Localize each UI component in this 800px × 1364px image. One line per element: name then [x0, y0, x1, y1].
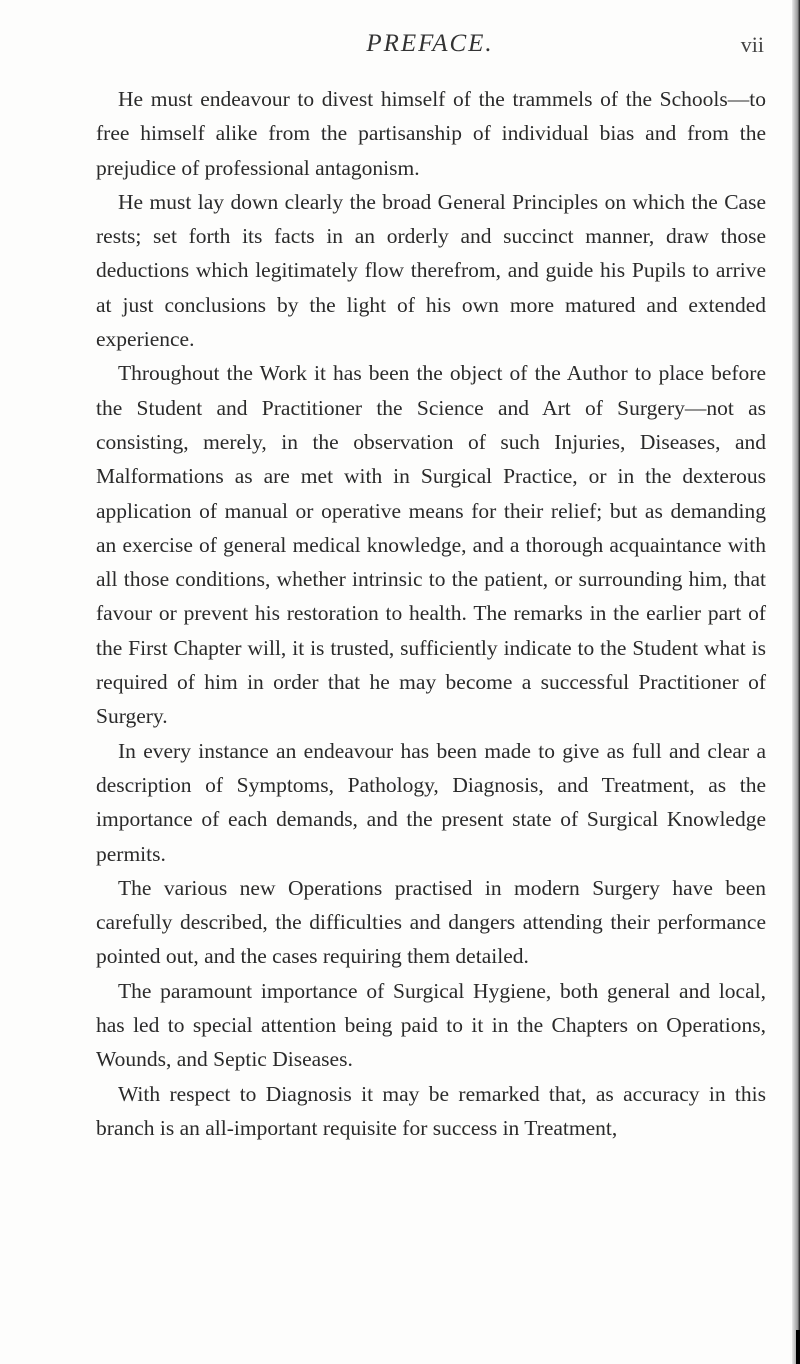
paragraph: In every instance an endeavour has been made to give as full and clear a description of Symptoms, Pathology, Diagnosis, and Treatment, as the importance of each demands, and the present state of Surgical Knowledge permits. — [96, 738, 766, 866]
paragraph: The various new Operations practised in modern Surgery have been carefully described, the difficulties and dangers attending their performance pointed out, and the cases requiring them detailed. — [96, 875, 766, 969]
running-head — [96, 30, 764, 70]
paragraph: Throughout the Work it has been the object of the Author to place before the Student and Practitioner the Science and Art of Surgery—not as consisting, merely, in the observation of such Injuries, Diseases, and Malformations as are met with in Surgical Practice, or in the dexterous application of manual or operative means for their relief; but as demanding an exercise of general medical knowledge, and a thorough acquaintance with all those conditions, whether intrinsic to the patient, or surrounding him, that favour or prevent his restoration to health. The remarks in the earlier part of the First Chapter will, it is trusted, sufficiently indicate to the Student what is required of him in order that he may become a successful Practitioner of Surgery. — [96, 361, 766, 729]
paragraph: He must endeavour to divest himself of the trammels of the Schools—to free himself alike from the partisanship of individual bias and from the prejudice of professional antagonism. — [96, 87, 766, 180]
page-edge-shadow — [792, 0, 800, 1364]
page-number: vii — [740, 32, 764, 57]
running-title: PREFACE. — [366, 30, 494, 57]
preface-body — [96, 82, 766, 1145]
paragraph: The paramount importance of Surgical Hygiene, both general and local, has led to special attention being paid to it in the Chapters on Operations, Wounds, and Septic Diseases. — [96, 978, 766, 1072]
page-edge-mark — [796, 1330, 800, 1364]
paragraph: He must lay down clearly the broad General Principles on which the Case rests; set forth its facts in an orderly and succinct manner, draw those deductions which legitimately flow therefrom, and guide his Pupils to arrive at just conclusions by the light of his own more matured and extended experience. — [96, 189, 766, 352]
paragraph: With respect to Diagnosis it may be remarked that, as accuracy in this branch is an all-important requisite for success in Treatment, — [96, 1081, 766, 1140]
